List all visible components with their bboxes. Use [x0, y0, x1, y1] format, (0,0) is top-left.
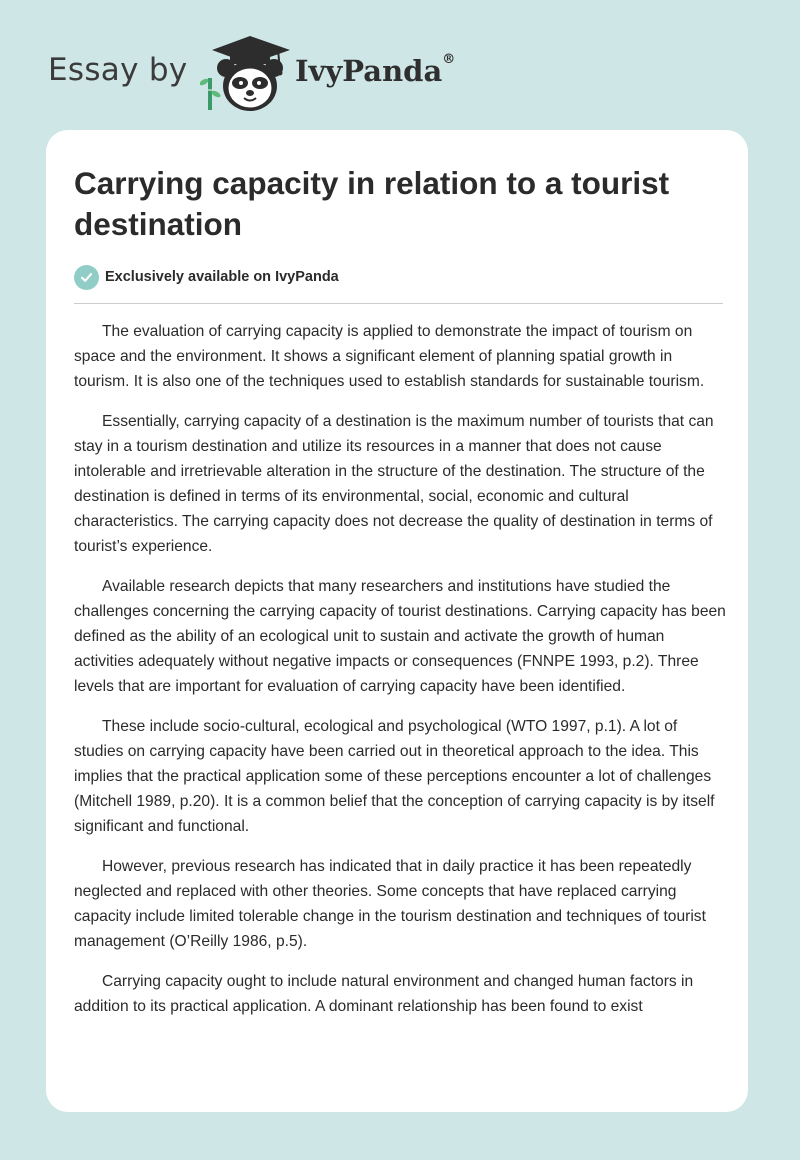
paragraph: Carrying capacity ought to include natural environment and changed human factors in addition to its practical application. A dominant relationship has been found to exist [74, 973, 694, 1015]
paragraph: The evaluation of carrying capacity is applied to demonstrate the impact of tourism on space and the environment. It shows a significant element of planning spatial growth in tourism. It is also one of the techniques used to establish standards for sustainable tourism. [74, 323, 705, 390]
check-icon [74, 265, 99, 290]
paragraph: Essentially, carrying capacity of a destination is the maximum number of tourists that can stay in a tourism destination and utilize its resources in a manner that does not cause intolerable and irretrievable alteration in the structure of the destination. The structure of the destination is defined in terms of its environmental, social, economic and cultural characteristics. The carrying capacity does not decrease the quality of destination in terms of tourist’s experience. [74, 413, 714, 555]
site-header [48, 34, 508, 114]
paragraph: However, previous research has indicated that in daily practice it has been repeatedly neglected and replaced with other theories. Some concepts that have replaced carrying capacity include limited tolerable change in the tourism destination and techniques of tourist management (O’Reilly 1986, p.5). [74, 858, 706, 950]
paragraph: Available research depicts that many researchers and institutions have studied the challenges concerning the carrying capacity of tourist destinations. Carrying capacity has been defined as the ability of an ecological unit to sustain and activate the growth of human activities adequately without negative impacts or consequences (FNNPE 1993, p.2). Three levels that are important for evaluation of carrying capacity have been identified. [74, 578, 726, 695]
divider [74, 303, 723, 304]
panda-graduate-icon[interactable] [200, 34, 296, 114]
essay-card [46, 130, 748, 1112]
page-title: Carrying capacity in relation to a tourist destination [74, 165, 670, 242]
exclusive-badge-text: Exclusively available on IvyPanda [105, 269, 339, 285]
essay-body [74, 319, 726, 1034]
registered-mark: ® [442, 52, 456, 67]
brand-name-text: IvyPanda [295, 54, 443, 88]
exclusive-badge [74, 264, 339, 290]
brand-name[interactable] [295, 54, 455, 88]
paragraph: These include socio-cultural, ecological and psychological (WTO 1997, p.1). A lot of studies on carrying capacity have been carried out in theoretical approach to the idea. This implies that the practical application some of these perceptions encounter a lot of challenges (Mitchell 1989, p.20). It is a common belief that the conception of carrying capacity is by itself significant and functional. [74, 718, 715, 835]
essay-by-label: Essay by [48, 52, 188, 88]
